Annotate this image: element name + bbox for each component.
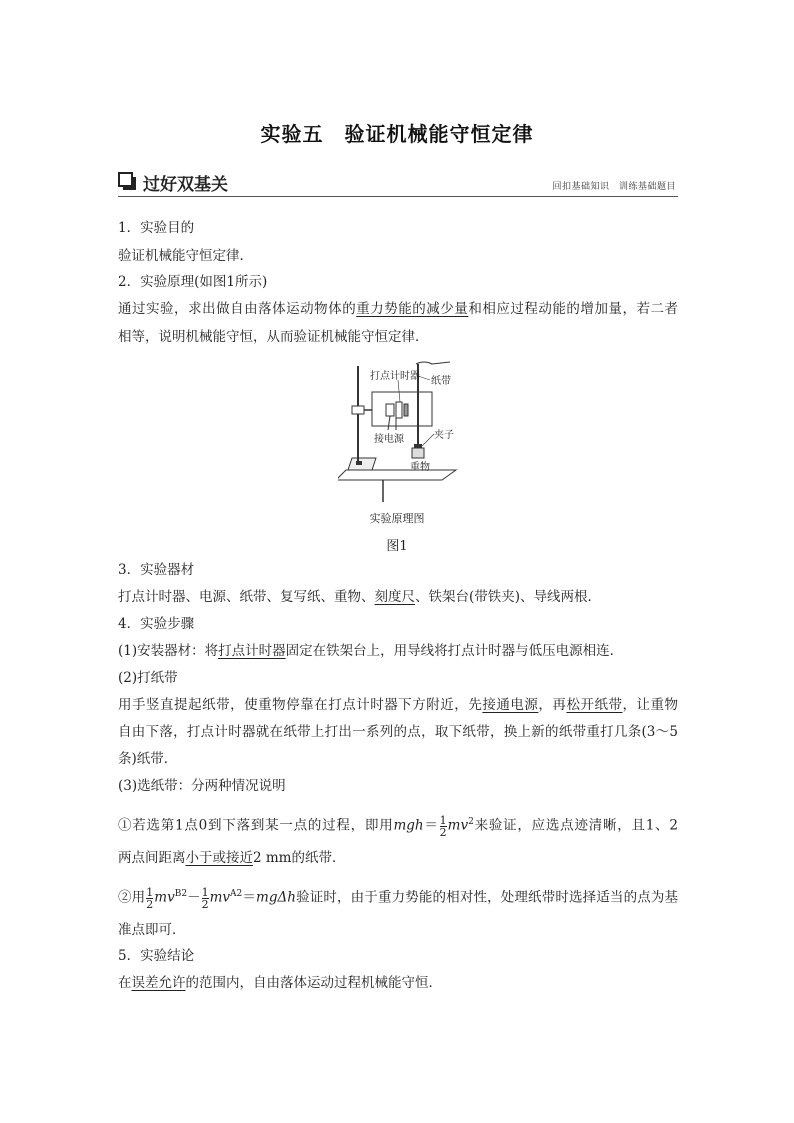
s3-heading: 3．实验器材 (118, 562, 195, 578)
s5-heading: 5．实验结论 (118, 948, 195, 964)
s2-paragraph-line2: 相等，说明机械能守恒，从而验证机械能守恒定律． (118, 329, 429, 345)
underline-ruler: 刻度尺 (374, 589, 415, 605)
section-square-icon (118, 172, 138, 192)
label-power: 接电源 (374, 434, 404, 445)
fraction-half-2: $\frac{1}{2}$ (201, 885, 209, 911)
s2-paragraph-line1: 通过实验，求出做自由落体运动物体的重力势能的减少量和相应过程动能的增加量，若二者 (118, 301, 679, 317)
s3-body: 打点计时器、电源、纸带、复写纸、重物、刻度尺、铁架台(带铁夹)、导线两根． (118, 589, 602, 605)
s1-body: 验证机械能守恒定律． (118, 248, 253, 264)
s4-case1-line2: 两点间距离小于或接近2 mm的纸带． (118, 850, 346, 866)
fraction-half: $\frac{1}{2}$ (439, 813, 447, 839)
section-header (118, 168, 678, 197)
label-clip: 夹子 (434, 430, 454, 441)
section-label: 过好双基关 (143, 175, 228, 195)
table-top (338, 470, 456, 480)
s4-case1-line1: ①若选第1点0到下落到某一点的过程，即用mgh＝ $\frac{1}{2}$ $mv^2$来验证，应选点迹清晰，且1、2 (118, 813, 678, 839)
underline-less-or-close: 小于或接近 (185, 850, 253, 866)
s2-heading: 2．实验原理(如图1所示) (118, 274, 268, 290)
s4-step2-heading: (2)打纸带 (118, 670, 178, 686)
underline-error-allowed: 误差允许 (131, 975, 186, 991)
label-timer: 打点计时器 (370, 371, 420, 382)
s5-body: 在误差允许的范围内，自由落体运动过程机械能守恒． (118, 975, 442, 991)
figure-caption: 实验原理图 (369, 512, 425, 525)
figure-number: 图1 (386, 539, 408, 554)
experiment-diagram (338, 358, 458, 508)
underline-timer: 打点计时器 (218, 643, 286, 659)
s4-case2-line2: 准点即可． (118, 922, 186, 938)
s4-step3-heading: (3)选纸带：分两种情况说明 (118, 778, 286, 794)
s4-step2-line3: 条)纸带． (118, 751, 178, 767)
underline-power-on: 接通电源 (482, 697, 539, 713)
label-weight: 重物 (410, 462, 430, 473)
s4-step2-line1: 用手竖直提起纸带，使重物停靠在打点计时器下方附近，先接通电源，再松开纸带，让重物 (118, 697, 679, 713)
s4-step2-line2: 自由下落，打点计时器就在纸带上打出一系列的点，取下纸带，换上新的纸带重打几条(3～5 (118, 724, 678, 740)
underline-potential-energy: 重力势能的减少量 (356, 301, 469, 317)
weight (412, 448, 424, 458)
section-note: 回扣基础知识 训练基础题目 (552, 182, 676, 192)
s4-case2-line1: ②用 $\frac{1}{2}$ $mv^{B2}-$ $\frac{1}{2}$ $mv^{A2}=mg\Delta h$验证时，由于重力势能的相对性，处理纸带时选择适当的点为基 (118, 885, 679, 911)
underline-release-tape: 松开纸带 (566, 697, 623, 713)
s4-heading: 4．实验步骤 (118, 616, 195, 632)
page-title: 实验五 验证机械能守恒定律 (260, 122, 534, 146)
fraction-half-1: $\frac{1}{2}$ (146, 885, 154, 911)
label-tape: 纸带 (431, 376, 451, 387)
s4-step1: (1)安装器材：将打点计时器固定在铁架台上，用导线将打点计时器与低压电源相连． (118, 643, 624, 659)
s1-heading: 1．实验目的 (118, 220, 195, 236)
